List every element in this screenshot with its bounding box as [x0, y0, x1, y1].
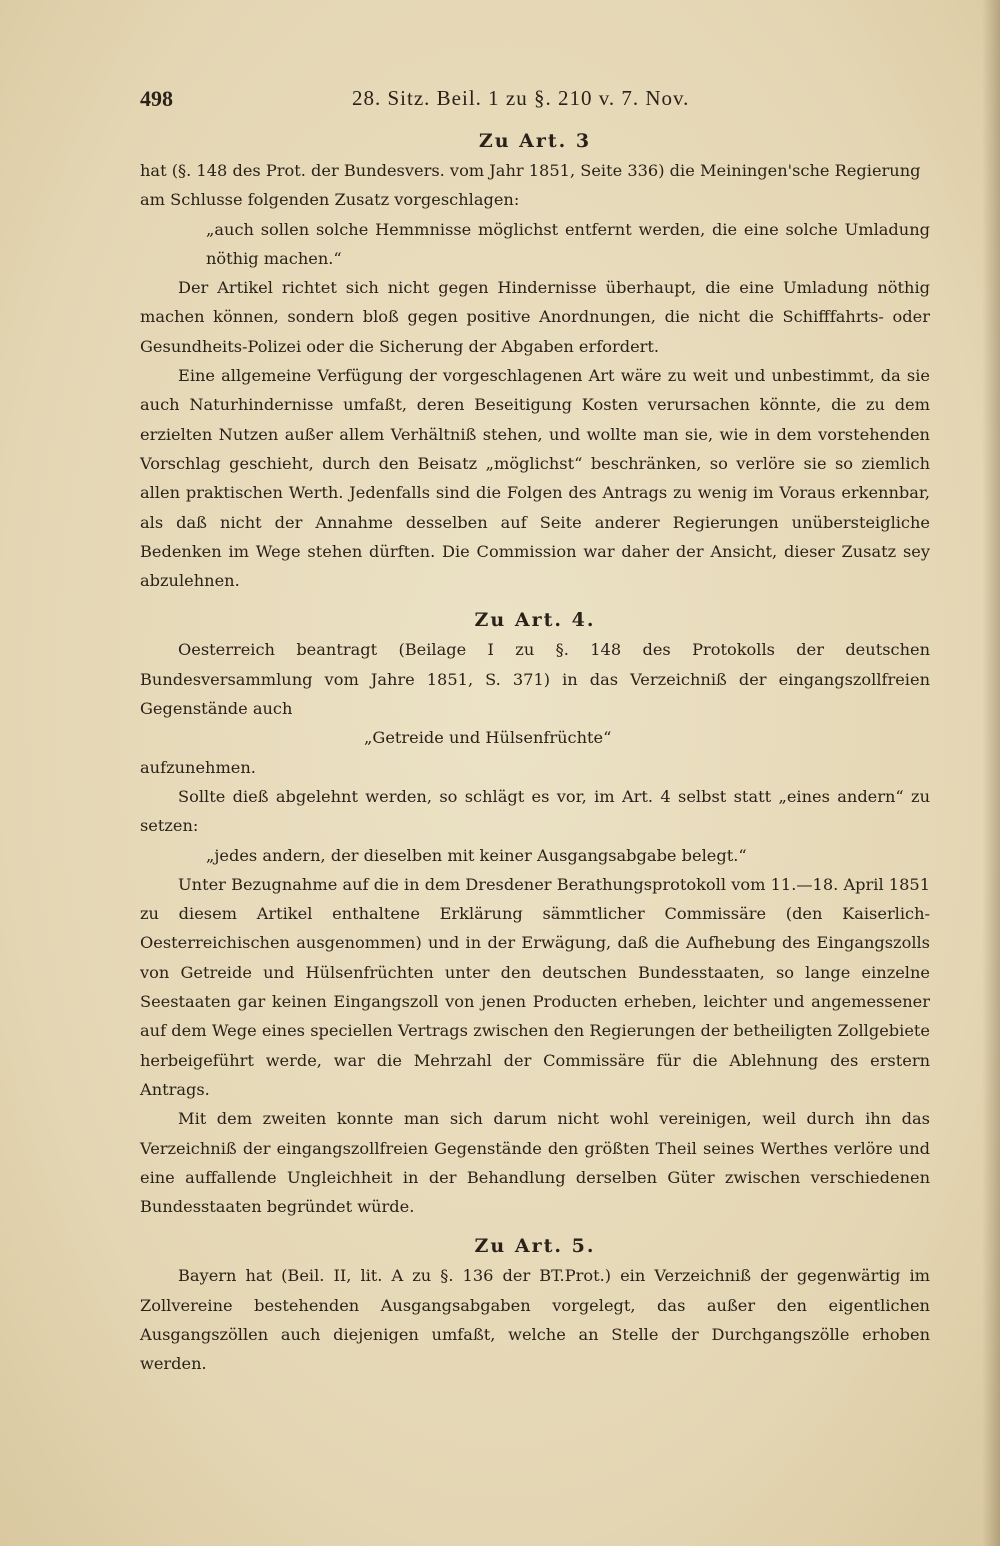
paragraph: Oesterreich beantragt (Beilage I zu §. 148 des Protokolls der deutschen Bundesversammlung vom Jahre 1851, S. 371) in das Verzeichniß der eingangszollfreien Gegenstände auch [140, 640, 930, 719]
running-head: 28. Sitz. Beil. 1 zu §. 210 v. 7. Nov. [352, 86, 690, 110]
page-content [140, 78, 930, 1379]
paragraph: Mit dem zweiten konnte man sich darum nicht wohl vereinigen, weil durch ihn das Verzeichniß der eingangszollfreien Gegenstände den größten Theil seines Werthes verlöre und eine auffallende Ungleichheit in der Behandlung derselben Güter zwischen verschiedenen Bundesstaaten begründet würde. [140, 1109, 930, 1217]
quoted-proposal: „auch sollen solche Hemmnisse möglichst entfernt werden, die eine solche Umladung nöthig machen.“ [206, 219, 930, 268]
quoted-alternative: „jedes andern, der dieselben mit keiner Ausgangsabgabe belegt.“ [206, 845, 747, 865]
section-title-art-3: Zu Art. 3 [478, 130, 592, 152]
paragraph: Unter Bezugnahme auf die in dem Dresdener Berathungsprotokoll vom 11.—18. April 1851 zu diesem Artikel enthaltene Erklärung sämmtlicher Commissäre (den Kaiserlich-Oesterreichischen ausgenommen) und in der Erwägung, daß die Aufhebung des Eingangszolls von Getreide und Hülsenfrüchten unter den deutschen Bundesstaaten, so lange einzelne Seestaaten gar keinen Eingangszoll von jenen Producten erheben, leichter und angemessener auf dem Wege eines speciellen Vertrags zwischen den Regierungen der betheiligten Zollgebiete herbeigeführt werde, war die Mehrzahl der Commissäre für die Ablehnung des erstern Antrags. [140, 874, 930, 1099]
paragraph: Sollte dieß abgelehnt werden, so schlägt es vor, im Art. 4 selbst statt „eines andern“ zu setzen: [140, 786, 930, 836]
page-edge-shadow [982, 0, 1000, 1546]
quoted-goods: „Getreide und Hülsenfrüchte“ [364, 728, 612, 748]
section-title-art-5: Zu Art. 5. [474, 1235, 596, 1258]
paragraph: hat (§. 148 des Prot. der Bundesvers. vom Jahr 1851, Seite 336) die Meiningen'sche Regierung am Schlusse folgenden Zusatz vorgeschlagen: [140, 161, 921, 210]
paragraph: aufzunehmen. [140, 757, 256, 777]
paragraph: Der Artikel richtet sich nicht gegen Hindernisse überhaupt, die eine Umladung nöthig machen können, sondern bloß gegen positive Anordnungen, die nicht die Schifffahrts- oder Gesundheits-Polizei oder die Sicherung der Abgaben erfordert. [140, 278, 930, 356]
page-number: 498 [140, 86, 173, 111]
page-header [140, 78, 930, 122]
paragraph: Bayern hat (Beil. II, lit. A zu §. 136 der BT.Prot.) ein Verzeichniß der gegenwärtig im Zollvereine bestehenden Ausgangsabgaben vorgelegt, das außer den eigentlichen Ausgangszöllen auch diejenigen umfaßt, welche an Stelle der Durchgangszölle erhoben werden. [140, 1266, 930, 1374]
paragraph: Eine allgemeine Verfügung der vorgeschlagenen Art wäre zu weit und unbestimmt, da sie auch Naturhindernisse umfaßt, deren Beseitigung Kosten verursachen könnte, die zu dem erzielten Nutzen außer allem Verhältniß stehen, und wollte man sie, wie in dem vorstehenden Vorschlag geschieht, durch den Beisatz „möglichst“ beschränken, so verlöre sie so ziemlich allen praktischen Werth. Jedenfalls sind die Folgen des Antrags zu wenig im Voraus erkennbar, als daß nicht der Annahme desselben auf Seite anderer Regierungen unübersteigliche Bedenken im Wege stehen dürften. Die Commission war daher der Ansicht, dieser Zusatz sey abzulehnen. [140, 366, 930, 591]
section-title-art-4: Zu Art. 4. [474, 609, 596, 632]
